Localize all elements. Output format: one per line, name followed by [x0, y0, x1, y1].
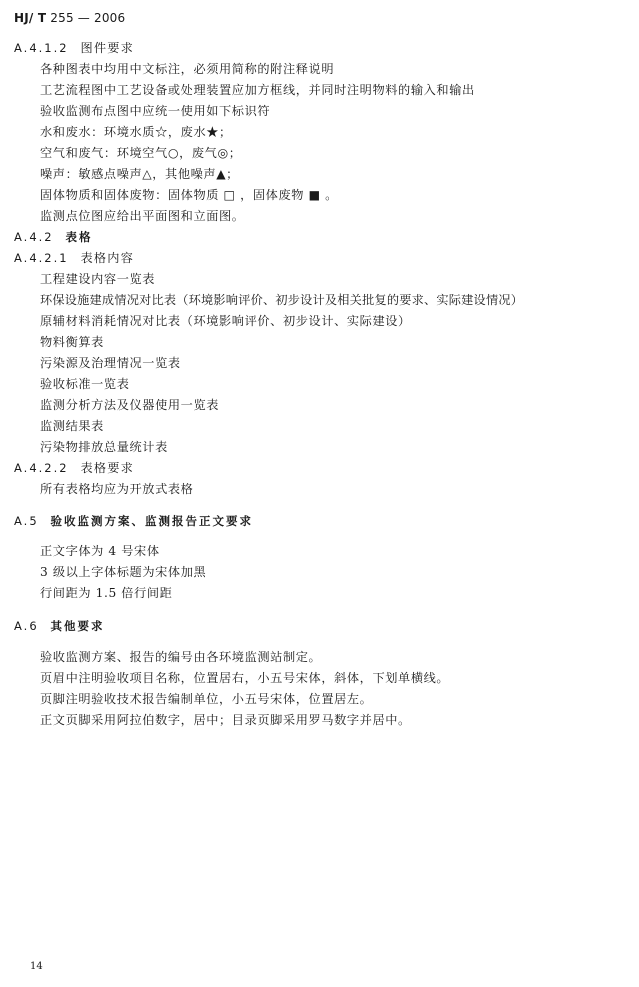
body-line: 工艺流程图中工艺设备或处理装置应加方框线，并同时注明物料的输入和输出: [40, 83, 475, 97]
section-title: 其他要求: [50, 619, 105, 633]
body-line: 监测分析方法及仪器使用一览表: [40, 398, 220, 412]
standard-number: 255 — 2006: [50, 11, 126, 25]
section-title: 表格: [65, 230, 93, 244]
section-heading-a4-1-2: [14, 40, 134, 56]
body-line: 原辅材料消耗情况对比表（环境影响评价、初步设计、实际建设）: [40, 314, 411, 328]
body-line: 空气和废气：环境空气○，废气◎；: [40, 146, 242, 160]
body-line: 正文页脚采用阿拉伯数字，居中；目录页脚采用罗马数字并居中。: [40, 713, 411, 727]
body-line: 环保设施建成情况对比表（环境影响评价、初步设计及相关批复的要求、实际建设情况）: [40, 293, 524, 307]
body-line: 监测结果表: [40, 419, 104, 433]
document-header: [14, 11, 125, 25]
body-line: 正文字体为 4 号宋体: [40, 544, 160, 558]
body-line: 污染物排放总量统计表: [40, 440, 168, 454]
body-line: 所有表格均应为开放式表格: [40, 482, 194, 496]
section-number: A.6: [14, 619, 39, 633]
section-heading-a4-2-1: [14, 250, 134, 266]
section-number: A.4.2: [14, 230, 54, 244]
body-line: 污染源及治理情况一览表: [40, 356, 181, 370]
body-line: 固体物质和固体废物：固体物质 □ ，固体废物 ■ 。: [40, 188, 338, 202]
body-line: 验收监测方案、报告的编号由各环境监测站制定。: [40, 650, 322, 664]
body-line: 3 级以上字体标题为宋体加黑: [40, 565, 207, 579]
section-number: A.5: [14, 514, 39, 528]
body-line: 行间距为 1.5 倍行间距: [40, 586, 173, 600]
section-heading-a4-2: [14, 229, 92, 245]
body-line: 页脚注明验收技术报告编制单位，小五号宋体，位置居左。: [40, 692, 373, 706]
section-title: 表格内容: [80, 251, 135, 265]
body-line: 验收监测布点图中应统一使用如下标识符: [40, 104, 271, 118]
body-line: 物料衡算表: [40, 335, 104, 349]
section-number: A.4.2.2: [14, 461, 69, 475]
body-line: 监测点位图应给出平面图和立面图。: [40, 209, 245, 223]
section-number: A.4.2.1: [14, 251, 69, 265]
page-number: 14: [30, 961, 43, 972]
section-heading-a5: [14, 513, 253, 529]
section-number: A.4.1.2: [14, 41, 69, 55]
body-line: 验收标准一览表: [40, 377, 130, 391]
body-line: 各种图表中均用中文标注，必须用简称的附注释说明: [40, 62, 335, 76]
body-line: 页眉中注明验收项目名称，位置居右，小五号宋体，斜体，下划单横线。: [40, 671, 450, 685]
body-line: 噪声：敏感点噪声△，其他噪声▲；: [40, 167, 239, 181]
section-heading-a6: [14, 618, 105, 634]
standard-code: HJ/ T: [14, 11, 47, 25]
body-line: 工程建设内容一览表: [40, 272, 156, 286]
section-heading-a4-2-2: [14, 460, 134, 476]
body-line: 水和废水：环境水质☆，废水★；: [40, 125, 232, 139]
section-title: 表格要求: [80, 461, 135, 475]
section-title: 图件要求: [80, 41, 135, 55]
section-title: 验收监测方案、监测报告正文要求: [50, 514, 254, 528]
